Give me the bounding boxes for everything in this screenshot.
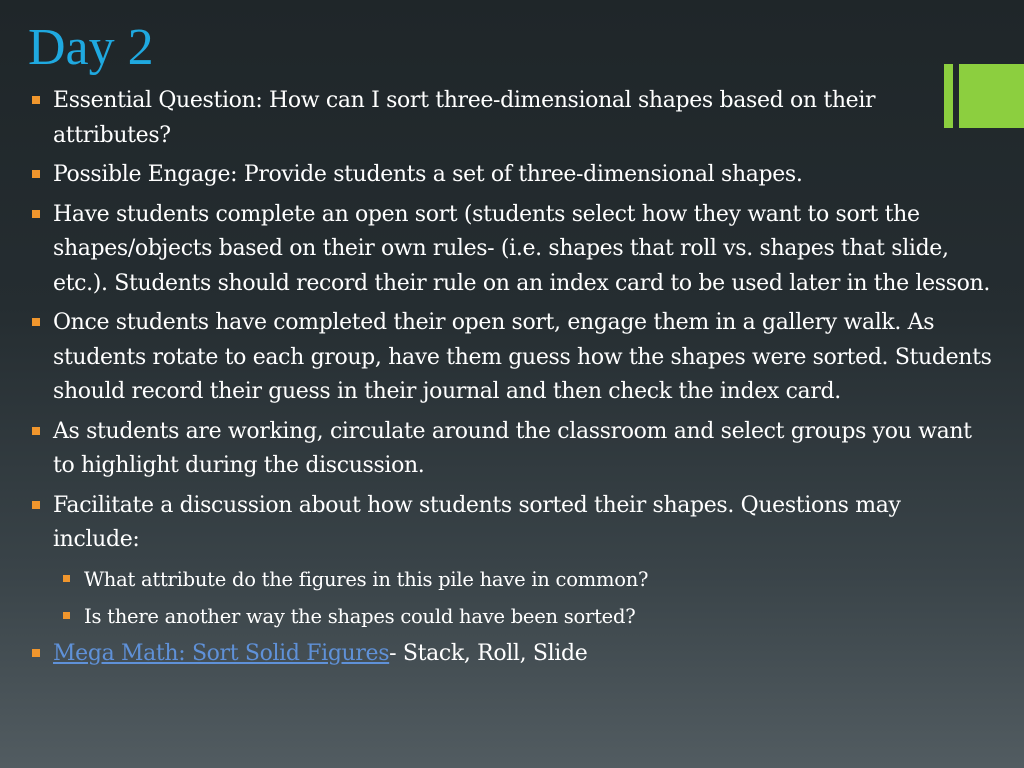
bullet-mega-math: [32, 637, 992, 672]
bullet-square-icon: [63, 612, 70, 619]
mega-math-link[interactable]: Mega Math: Sort Solid Figures: [53, 640, 390, 666]
bullet-text: Once students have completed their open sort, engage them in a gallery walk. As students rotate to each group, have them guess how the shapes were sorted. Students should record their guess in their journal and then check the index card.: [53, 310, 992, 404]
bullet-essential-question: [32, 84, 992, 153]
bullet-square-icon: [32, 318, 40, 326]
bullet-text: Have students complete an open sort (students select how they want to sort the shapes/objects based on their own rules- (i.e. shapes that roll vs. shapes that slide, etc.). Students should record their rule on an index card to be used later in the lesson.: [53, 201, 991, 296]
bullet-gallery-walk: [32, 306, 992, 410]
sub-bullet-text: What attribute do the figures in this pile have in common?: [84, 567, 649, 591]
bullet-square-icon: [32, 649, 40, 657]
bullet-text: - Stack, Roll, Slide: [389, 640, 588, 666]
bullet-circulate: [32, 415, 992, 484]
bullet-open-sort: [32, 198, 992, 302]
bullet-square-icon: [32, 96, 40, 104]
bullet-possible-engage: [32, 158, 992, 193]
bullet-square-icon: [32, 427, 40, 435]
bullet-text: Essential Question: How can I sort three-dimensional shapes based on their attributes?: [53, 88, 876, 148]
sub-bullet-text: Is there another way the shapes could have been sorted?: [84, 604, 636, 628]
sub-bullet-another-way-question: [63, 600, 992, 633]
slide-title: Day 2: [28, 19, 154, 76]
bullet-square-icon: [32, 210, 40, 218]
bullet-facilitate-discussion: [32, 489, 992, 558]
bullet-square-icon: [32, 501, 40, 509]
bullet-list: [32, 84, 992, 676]
bullet-square-icon: [63, 575, 70, 582]
bullet-text: Facilitate a discussion about how students sorted their shapes. Questions may include:: [53, 492, 901, 552]
bullet-square-icon: [32, 170, 40, 178]
bullet-text: Possible Engage: Provide students a set of three-dimensional shapes.: [53, 162, 803, 187]
sub-bullet-attribute-question: [63, 563, 992, 596]
bullet-text: As students are working, circulate around the classroom and select groups you want to highlight during the discussion.: [53, 418, 972, 478]
